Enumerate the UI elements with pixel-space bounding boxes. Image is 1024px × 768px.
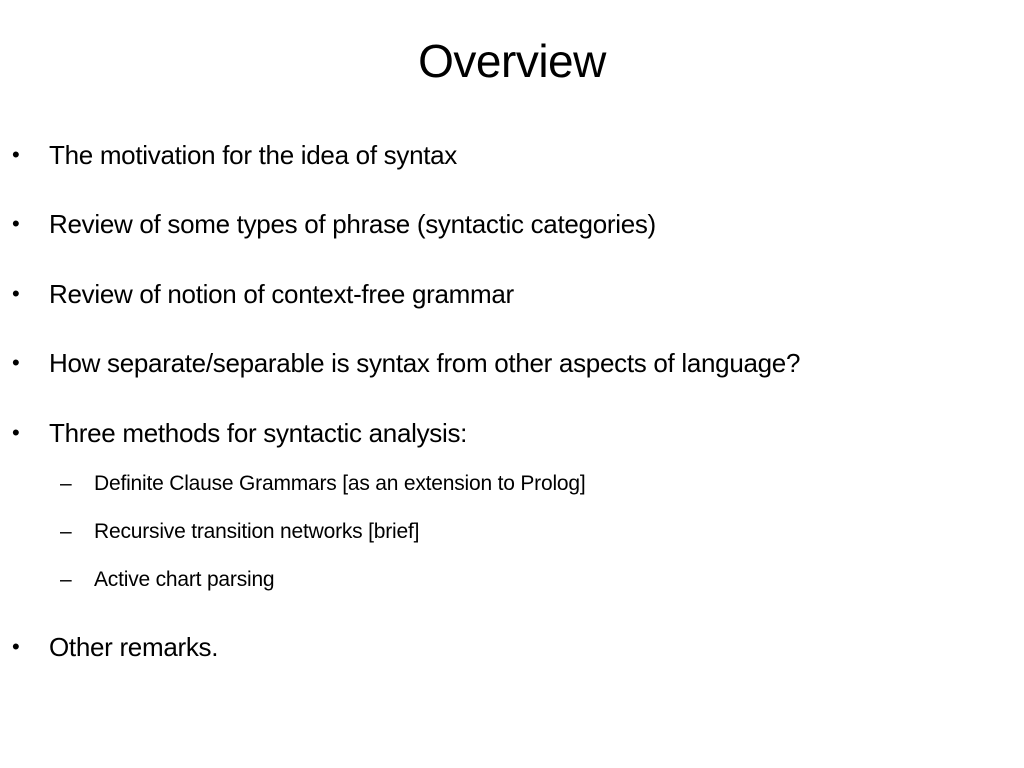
- sub-bullet-marker: –: [60, 520, 72, 543]
- bullet-marker: •: [12, 350, 20, 375]
- sub-bullet-marker: –: [60, 472, 72, 495]
- bullet-marker: •: [12, 420, 20, 445]
- sub-bullet-text: Definite Clause Grammars [as an extension to Prolog]: [94, 472, 586, 495]
- bullet-text: How separate/separable is syntax from other aspects of language?: [49, 348, 801, 378]
- bullet-marker: •: [12, 142, 20, 167]
- bullet-text: Review of notion of context-free grammar: [49, 279, 514, 309]
- bullet-marker: •: [12, 211, 20, 236]
- bullet-text: Other remarks.: [49, 632, 219, 662]
- sub-bullet-text: Active chart parsing: [94, 568, 275, 591]
- bullet-marker: •: [12, 281, 20, 306]
- bullet-text: The motivation for the idea of syntax: [49, 140, 458, 170]
- sub-bullet-marker: –: [60, 568, 72, 591]
- slide-title: Overview: [418, 35, 606, 87]
- bullet-marker: •: [12, 634, 20, 659]
- sub-bullet-text: Recursive transition networks [brief]: [94, 520, 420, 543]
- bullet-text: Three methods for syntactic analysis:: [49, 418, 468, 448]
- bullet-text: Review of some types of phrase (syntactic categories): [49, 209, 656, 239]
